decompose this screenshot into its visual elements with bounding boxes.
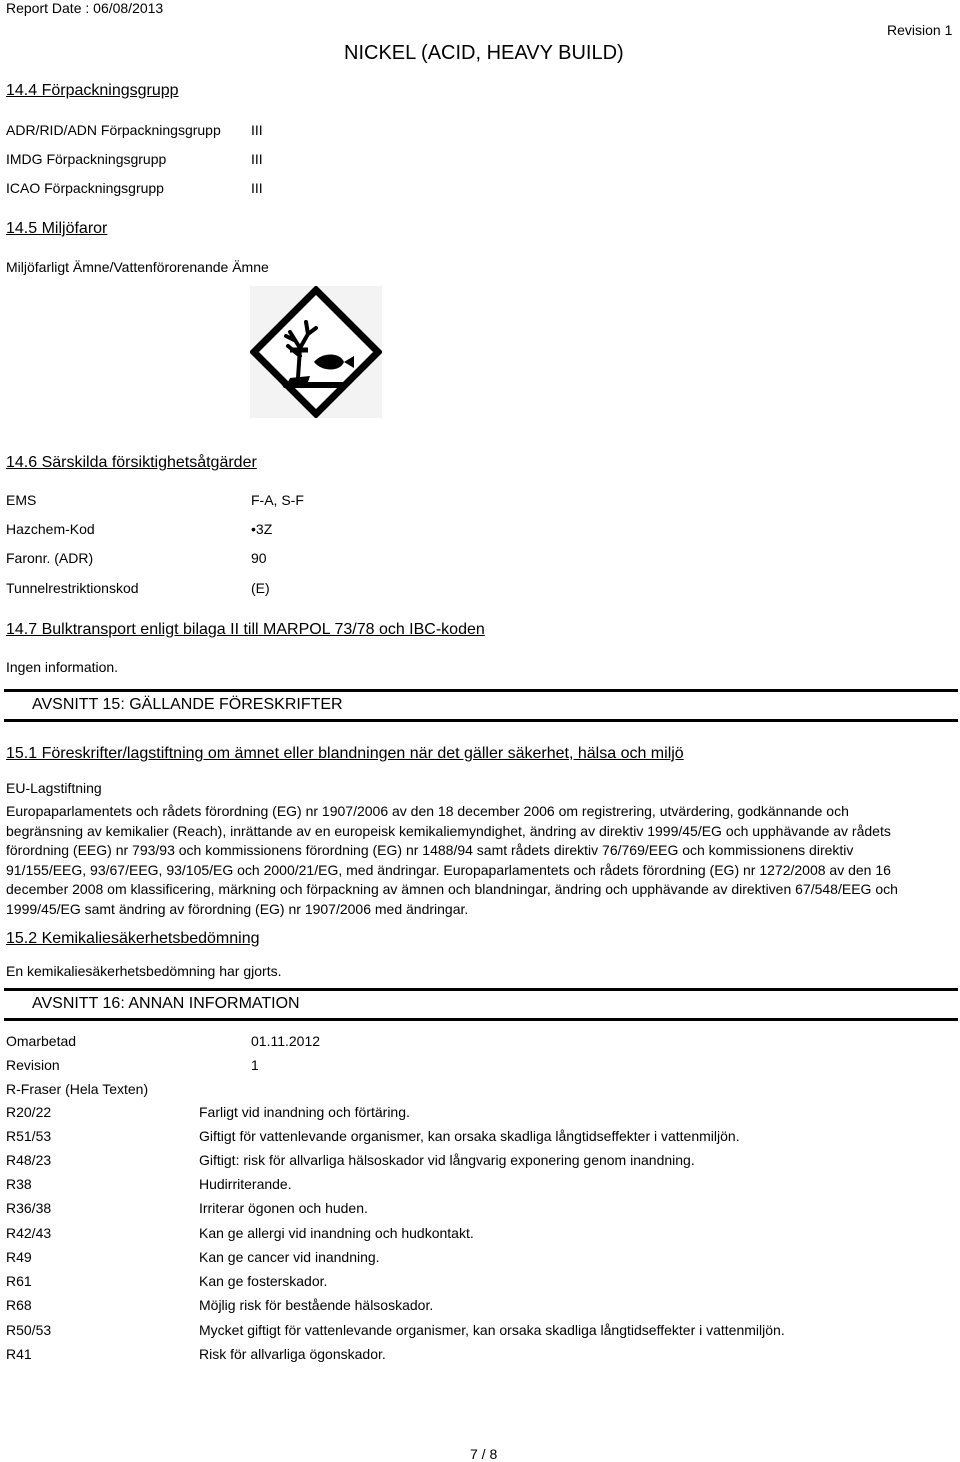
rphrase-text: Giftigt: risk för allvarliga hälsoskador vid långvarig exponering genom inandning. [199, 1152, 695, 1168]
rphrase-code: R38 [6, 1176, 32, 1192]
adr-packing-value: III [251, 122, 263, 138]
ems-label: EMS [6, 492, 37, 508]
section-16-bar [4, 988, 958, 1021]
rphrase-text: Mycket giftigt för vattenlevande organismer, kan orsaka skadliga långtidseffekter i vattenmiljön. [199, 1322, 785, 1338]
faronr-value: 90 [251, 550, 267, 566]
env-hazard-text: Miljöfarligt Ämne/Vattenförorenande Ämne [6, 259, 269, 275]
rphrase-text: Irriterar ögonen och huden. [199, 1200, 368, 1216]
rphrase-text: Risk för allvarliga ögonskador. [199, 1346, 386, 1362]
imdg-packing-value: III [251, 151, 263, 167]
section-15-2-heading: 15.2 Kemikaliesäkerhetsbedömning [6, 930, 260, 947]
revision-label: Revision [6, 1057, 60, 1073]
document-title: NICKEL (ACID, HEAVY BUILD) [344, 42, 624, 64]
rphrase-text: Kan ge fosterskador. [199, 1273, 328, 1289]
table-row [6, 1322, 906, 1344]
icao-packing-value: III [251, 180, 263, 196]
report-date: Report Date : 06/08/2013 [6, 0, 164, 16]
rphrases-label: R-Fraser (Hela Texten) [6, 1081, 149, 1097]
rphrase-code: R68 [6, 1297, 32, 1313]
rphrase-code: R36/38 [6, 1200, 52, 1216]
table-row [6, 1104, 906, 1126]
table-row [6, 1225, 906, 1247]
rphrase-code: R61 [6, 1273, 32, 1289]
table-row [6, 1297, 906, 1319]
page-number: 7 / 8 [470, 1446, 498, 1462]
adr-packing-label: ADR/RID/ADN Förpackningsgrupp [6, 122, 221, 138]
section-15-title: AVSNITT 15: GÄLLANDE FÖRESKRIFTER [32, 696, 343, 713]
hazchem-value: •3Z [251, 521, 273, 537]
hazchem-label: Hazchem-Kod [6, 521, 95, 537]
rphrase-code: R51/53 [6, 1128, 52, 1144]
table-row [6, 1249, 906, 1271]
section-14-5-heading: 14.5 Miljöfaror [6, 220, 108, 237]
revision-header: Revision 1 [887, 22, 953, 38]
rphrase-code: R42/43 [6, 1225, 52, 1241]
section-15-1-heading: 15.1 Föreskrifter/lagstiftning om ämnet eller blandningen när det gäller säkerhet, hälsa och miljö [6, 745, 684, 762]
rphrase-text: Kan ge cancer vid inandning. [199, 1249, 380, 1265]
table-row [6, 1128, 906, 1150]
rphrase-text: Hudirriterande. [199, 1176, 292, 1192]
section-15-bar [4, 689, 958, 722]
faronr-label: Faronr. (ADR) [6, 550, 94, 566]
table-row [6, 1346, 906, 1368]
section-14-7-heading: 14.7 Bulktransport enligt bilaga II till MARPOL 73/78 och IBC-koden [6, 621, 485, 638]
section-14-4-heading: 14.4 Förpackningsgrupp [6, 82, 179, 99]
rphrase-code: R50/53 [6, 1322, 52, 1338]
section-14-6-heading: 14.6 Särskilda försiktighetsåtgärder [6, 454, 257, 471]
rphrase-text: Farligt vid inandning och förtäring. [199, 1104, 410, 1120]
ems-value: F-A, S-F [251, 492, 304, 508]
tunnel-label: Tunnelrestriktionskod [6, 580, 139, 596]
imdg-packing-label: IMDG Förpackningsgrupp [6, 151, 167, 167]
revision-value: 1 [251, 1057, 259, 1073]
table-row [6, 1273, 906, 1295]
tunnel-value: (E) [251, 580, 270, 596]
eu-legislation-label: EU-Lagstiftning [6, 780, 102, 796]
eu-legislation-paragraph: Europaparlamentets och rådets förordning (EG) nr 1907/2006 av den 18 december 2006 om registrering, utvärdering, godkännande och begränsning av kemikalier (Reach), inrättande av en europeisk kemikaliemyndighet, ändring av direktiv 1999/45/EG och upphävande av rådets förordning (EEG) nr 793/93 och kommissionens förordning (EG) nr 1488/94 samt rådets direktiv 76/769/EEG och kommissionens direktiv 91/155/EEG, 93/67/EEG, 93/105/EG och 2000/21/EG, med ändringar. Europaparlamentets och rådets förordning (EG) nr 1272/2008 av den 16 december 2008 om klassificering, märkning och förpackning av ämnen och blandningar, ändring och upphävande av direktiven 67/548/EEG och 1999/45/EG samt ändring av förordning (EG) nr 1907/2006 med ändringar. [6, 803, 898, 917]
rphrase-code: R49 [6, 1249, 32, 1265]
environment-hazard-diamond-icon [250, 286, 382, 418]
rphrase-text: Möjlig risk för bestående hälsoskador. [199, 1297, 434, 1313]
icao-packing-label: ICAO Förpackningsgrupp [6, 180, 164, 196]
table-row [6, 1152, 906, 1174]
revised-label: Omarbetad [6, 1033, 77, 1049]
rphrase-text: Giftigt för vattenlevande organismer, kan orsaka skadliga långtidseffekter i vattenmiljön. [199, 1128, 740, 1144]
table-row [6, 1200, 906, 1222]
rphrase-code: R41 [6, 1346, 32, 1362]
safety-assessment-text: En kemikaliesäkerhetsbedömning har gjorts. [6, 963, 282, 979]
rphrase-code: R20/22 [6, 1104, 52, 1120]
rphrase-code: R48/23 [6, 1152, 52, 1168]
table-row [6, 1176, 906, 1198]
section-14-7-text: Ingen information. [6, 659, 119, 675]
revised-value: 01.11.2012 [251, 1033, 321, 1049]
section-16-title: AVSNITT 16: ANNAN INFORMATION [32, 995, 300, 1012]
rphrase-text: Kan ge allergi vid inandning och hudkontakt. [199, 1225, 474, 1241]
